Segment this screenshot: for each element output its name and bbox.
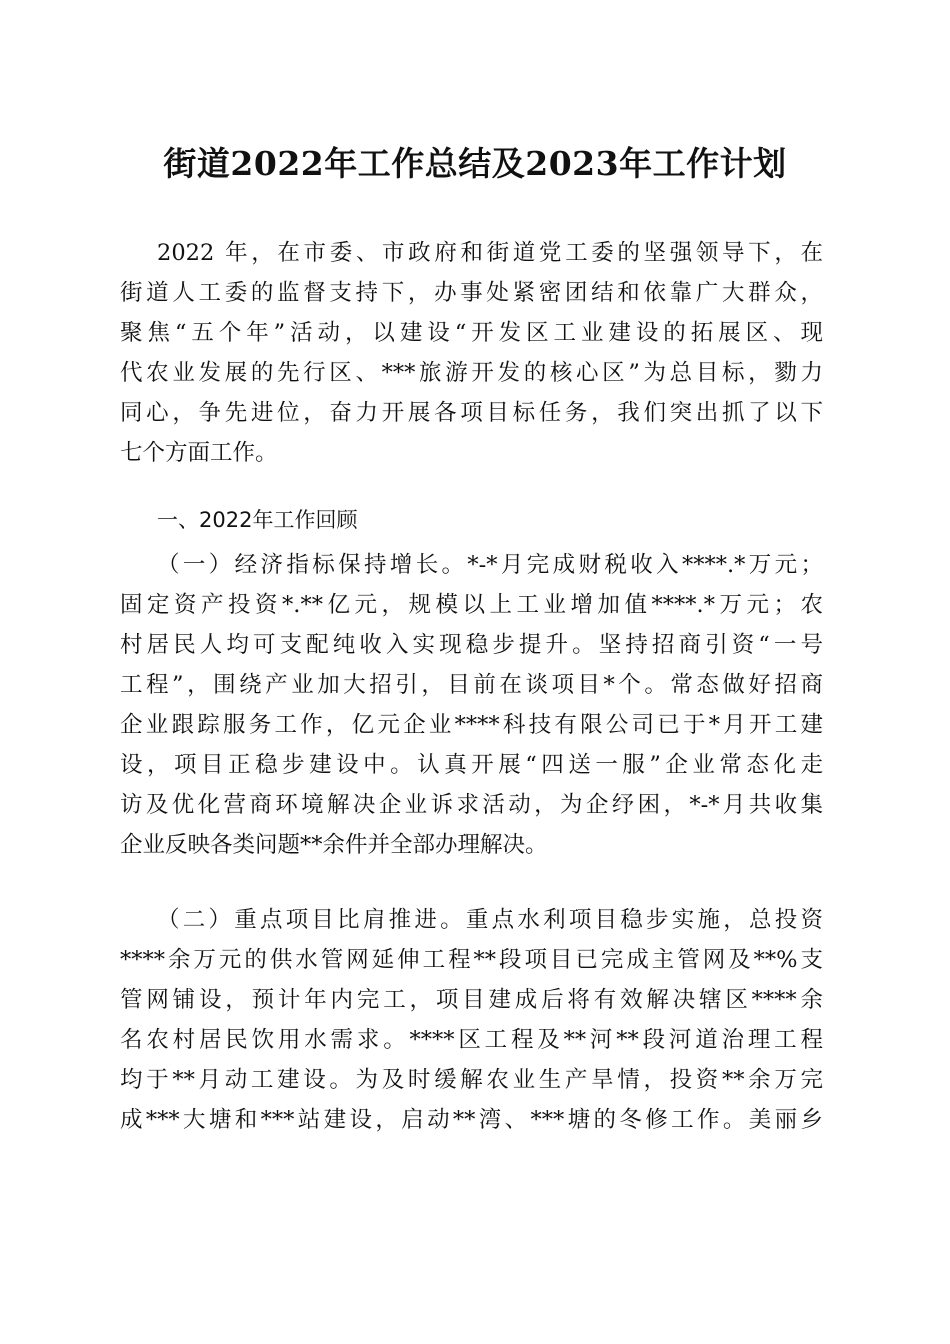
document-title: 街道2022年工作总结及2023年工作计划 — [163, 144, 787, 183]
text-line: ****余万元的供水管网延伸工程**段项目已完成主管网及**%支 — [120, 947, 823, 973]
text-line: 均于**月动工建设。为及时缓解农业生产旱情，投资**余万完 — [120, 1067, 823, 1093]
paragraph-intro — [120, 233, 823, 473]
text-line: 名农村居民饮用水需求。****区工程及**河**段河道治理工程 — [120, 1027, 823, 1053]
text-line: 企业跟踪服务工作，亿元企业****科技有限公司已于*月开工建 — [120, 712, 823, 738]
text-line: 同心，争先进位，奋力开展各项目标任务，我们突出抓了以下 — [120, 400, 823, 426]
text-line: 聚焦“五个年”活动，以建设“开发区工业建设的拓展区、现 — [120, 320, 823, 346]
text-line: 访及优化营商环境解决企业诉求活动，为企纾困，*-*月共收集 — [120, 792, 823, 818]
paragraph-projects — [120, 900, 823, 1140]
text-line: （一）经济指标保持增长。*-*月完成财税收入****.*万元； — [157, 552, 823, 578]
text-line: 工程”，围绕产业加大招引，目前在谈项目*个。常态做好招商 — [120, 672, 823, 698]
text-line: 设，项目正稳步建设中。认真开展“四送一服”企业常态化走 — [120, 752, 823, 778]
text-line: 成***大塘和***站建设，启动**湾、***塘的冬修工作。美丽乡 — [120, 1107, 823, 1133]
text-line: （二）重点项目比肩推进。重点水利项目稳步实施，总投资 — [157, 907, 823, 933]
text-line: 村居民人均可支配纯收入实现稳步提升。坚持招商引资“一号 — [120, 632, 823, 658]
text-line: 代农业发展的先行区、***旅游开发的核心区”为总目标，勠力 — [120, 360, 823, 386]
text-line: 七个方面工作。 — [120, 440, 278, 466]
text-line: 固定资产投资*.**亿元，规模以上工业增加值****.*万元；农 — [120, 592, 823, 618]
section-heading-text: 一、2022年工作回顾 — [157, 508, 358, 532]
section-heading — [120, 500, 823, 540]
text-line: 管网铺设，预计年内完工，项目建成后将有效解决辖区****余 — [120, 987, 823, 1013]
text-line: 2022 年，在市委、市政府和街道党工委的坚强领导下，在 — [157, 240, 823, 266]
text-line: 街道人工委的监督支持下，办事处紧密团结和依靠广大群众， — [120, 280, 823, 306]
paragraph-economy — [120, 545, 823, 865]
text-line: 企业反映各类问题**余件并全部办理解决。 — [120, 832, 548, 858]
